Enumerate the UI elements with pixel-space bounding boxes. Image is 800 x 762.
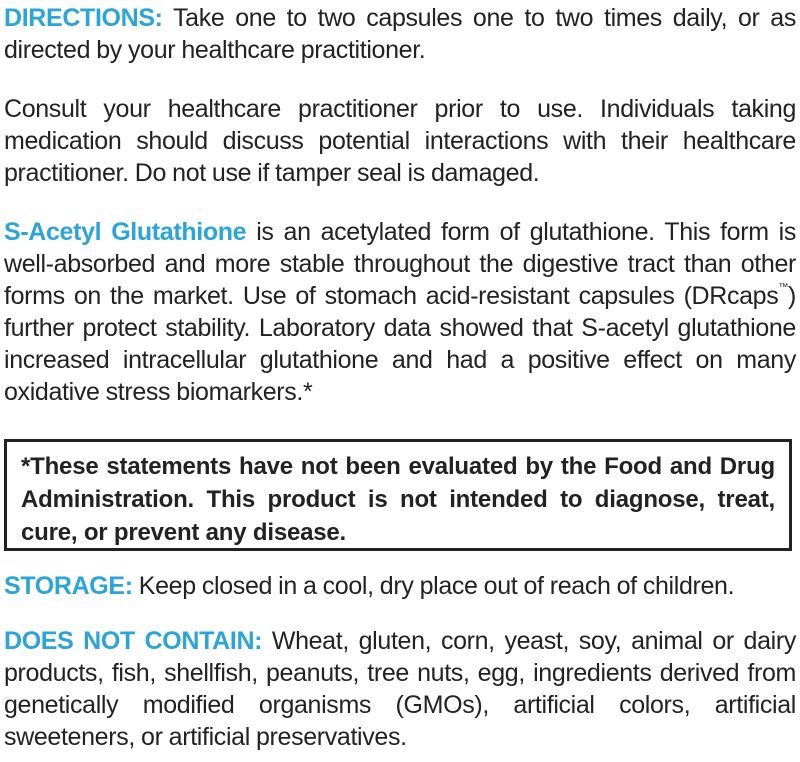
product-description-paragraph bbox=[4, 216, 796, 408]
does-not-contain-heading: DOES NOT CONTAIN: bbox=[4, 627, 263, 655]
trademark-symbol: ™ bbox=[778, 282, 789, 293]
does-not-contain-text: Wheat, gluten, corn, yeast, soy, animal or dairy products, fish, shellfish, peanuts, tree nuts, egg, ingredients derived from genetically modified organisms (GMOs), artificial colors, artificial sweeteners, or artificial preservatives. bbox=[4, 627, 796, 751]
storage-paragraph bbox=[4, 570, 796, 602]
directions-heading: DIRECTIONS: bbox=[4, 4, 163, 32]
consult-text: Consult your healthcare practitioner prior to use. Individuals taking medication should discuss potential interactions with their healthcare practitioner. Do not use if tamper seal is damaged. bbox=[4, 95, 796, 187]
does-not-contain-paragraph bbox=[4, 625, 796, 753]
fda-disclaimer-text: *These statements have not been evaluated by the Food and Drug Administration. This product is not intended to diagnose, treat, cure, or prevent any disease. bbox=[21, 453, 775, 546]
product-text-part2: ) further protect stability. Laboratory data showed that S-acetyl glutathione increased intracellular glutathione and had a positive effect on many oxidative stress biomarkers.* bbox=[4, 282, 796, 406]
product-name: S-Acetyl Glutathione bbox=[4, 218, 247, 246]
storage-heading: STORAGE: bbox=[4, 572, 133, 600]
directions-text: Take one to two capsules one to two times daily, or as directed by your healthcare practitioner. bbox=[4, 4, 796, 64]
directions-paragraph bbox=[4, 2, 796, 66]
product-text-part1: is an acetylated form of glutathione. This form is well-absorbed and more stable throughout the digestive tract than other forms on the market. Use of stomach acid-resistant capsules (DRcaps bbox=[4, 218, 796, 310]
storage-text: Keep closed in a cool, dry place out of reach of children. bbox=[132, 572, 735, 600]
fda-disclaimer-box bbox=[4, 439, 792, 551]
consult-paragraph bbox=[4, 93, 796, 189]
